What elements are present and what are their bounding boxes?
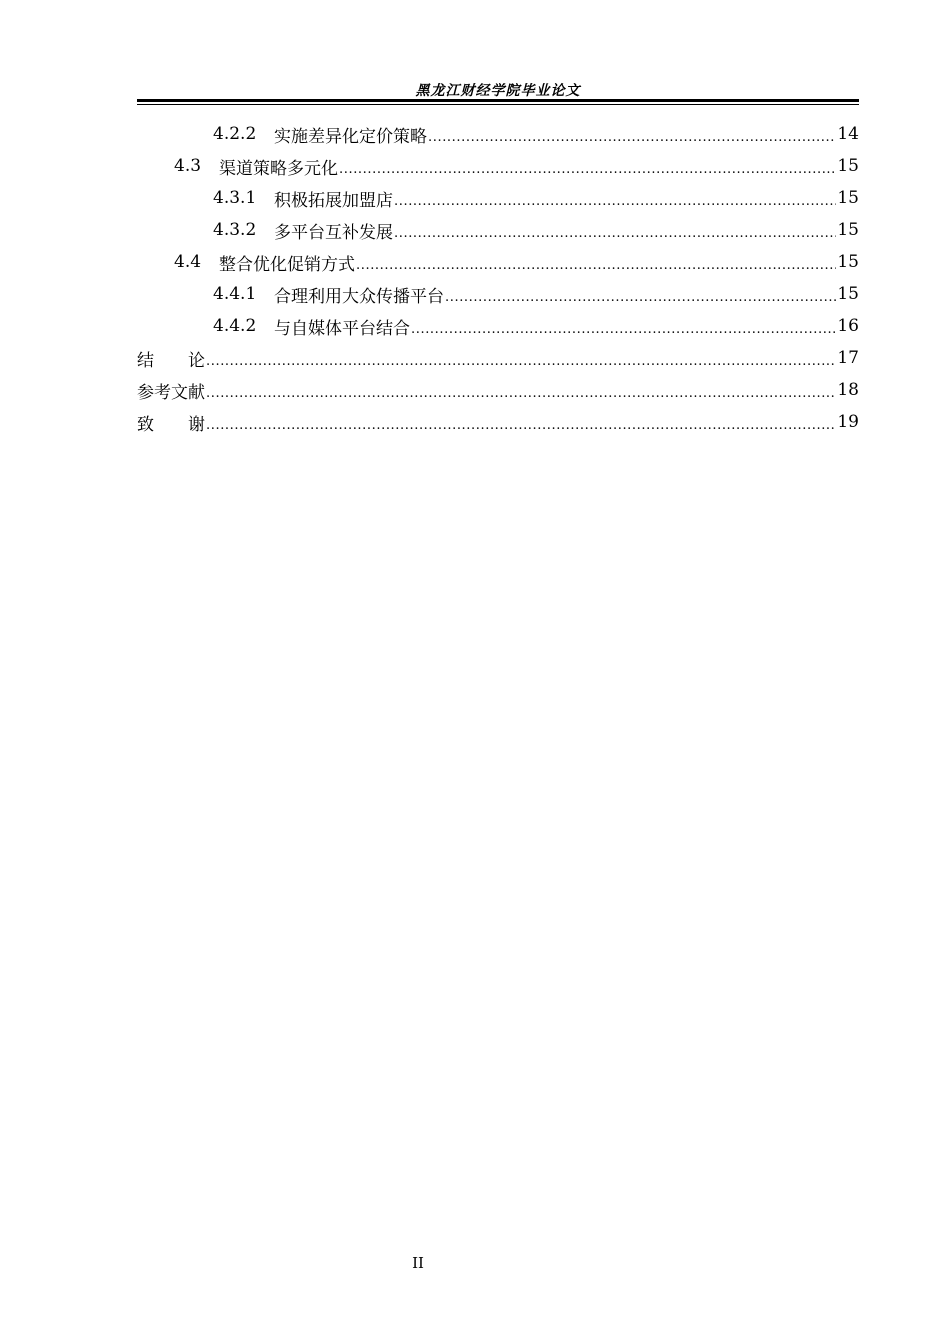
toc-entry-title: 结 论	[137, 350, 205, 371]
toc-entry-number: 4.2.2	[213, 124, 257, 144]
toc-entry-title: 合理利用大众传播平台	[274, 286, 444, 307]
toc-entry-page-number: 15	[837, 252, 859, 272]
toc-dot-leader	[206, 382, 836, 402]
toc-entry-title: 参考文献	[137, 382, 205, 403]
toc-entry-title: 实施差异化定价策略	[274, 126, 427, 147]
toc-entry[interactable]	[137, 150, 859, 182]
header-rule-thin	[137, 104, 859, 105]
toc-entry-page-number: 17	[837, 348, 859, 368]
toc-dot-leader	[206, 350, 836, 370]
toc-entry-page-number: 14	[837, 124, 859, 144]
toc-entry[interactable]	[137, 406, 859, 438]
toc-dot-leader	[394, 222, 836, 242]
toc-entry[interactable]	[137, 278, 859, 310]
toc-entry[interactable]	[137, 342, 859, 374]
toc-entry-page-number: 16	[837, 316, 859, 336]
toc-entry-number: 4.3	[174, 156, 202, 176]
toc-entry[interactable]	[137, 310, 859, 342]
toc-entry-page-number: 18	[837, 380, 859, 400]
toc-entry-page-number: 15	[837, 156, 859, 176]
toc-entry[interactable]	[137, 214, 859, 246]
toc-dot-leader	[394, 190, 836, 210]
toc-entry-title: 致 谢	[137, 414, 205, 435]
toc-dot-leader	[445, 286, 836, 306]
toc-dot-leader	[339, 158, 836, 178]
toc-entry-number: 4.4	[174, 252, 202, 272]
toc-dot-leader	[356, 254, 836, 274]
running-header-title: 黑龙江财经学院毕业论文	[415, 83, 581, 99]
table-of-contents	[137, 118, 859, 438]
toc-entry-page-number: 19	[837, 412, 859, 432]
footer-page-number: II	[412, 1254, 424, 1272]
toc-entry-number: 4.3.1	[213, 188, 257, 208]
toc-entry[interactable]	[137, 118, 859, 150]
toc-entry-title: 与自媒体平台结合	[274, 318, 410, 339]
toc-entry-page-number: 15	[837, 220, 859, 240]
toc-dot-leader	[206, 414, 836, 434]
toc-entry[interactable]	[137, 374, 859, 406]
toc-dot-leader	[411, 318, 836, 338]
toc-entry-title: 多平台互补发展	[274, 222, 393, 243]
header-rule-thick	[137, 99, 859, 102]
toc-entry-title: 积极拓展加盟店	[274, 190, 393, 211]
toc-entry[interactable]	[137, 182, 859, 214]
toc-entry-title: 整合优化促销方式	[219, 254, 355, 275]
toc-entry-page-number: 15	[837, 188, 859, 208]
toc-entry-title: 渠道策略多元化	[219, 158, 338, 179]
toc-entry-number: 4.3.2	[213, 220, 257, 240]
toc-entry-number: 4.4.1	[213, 284, 257, 304]
toc-entry-page-number: 15	[837, 284, 859, 304]
toc-dot-leader	[428, 126, 836, 146]
toc-entry[interactable]	[137, 246, 859, 278]
toc-entry-number: 4.4.2	[213, 316, 257, 336]
